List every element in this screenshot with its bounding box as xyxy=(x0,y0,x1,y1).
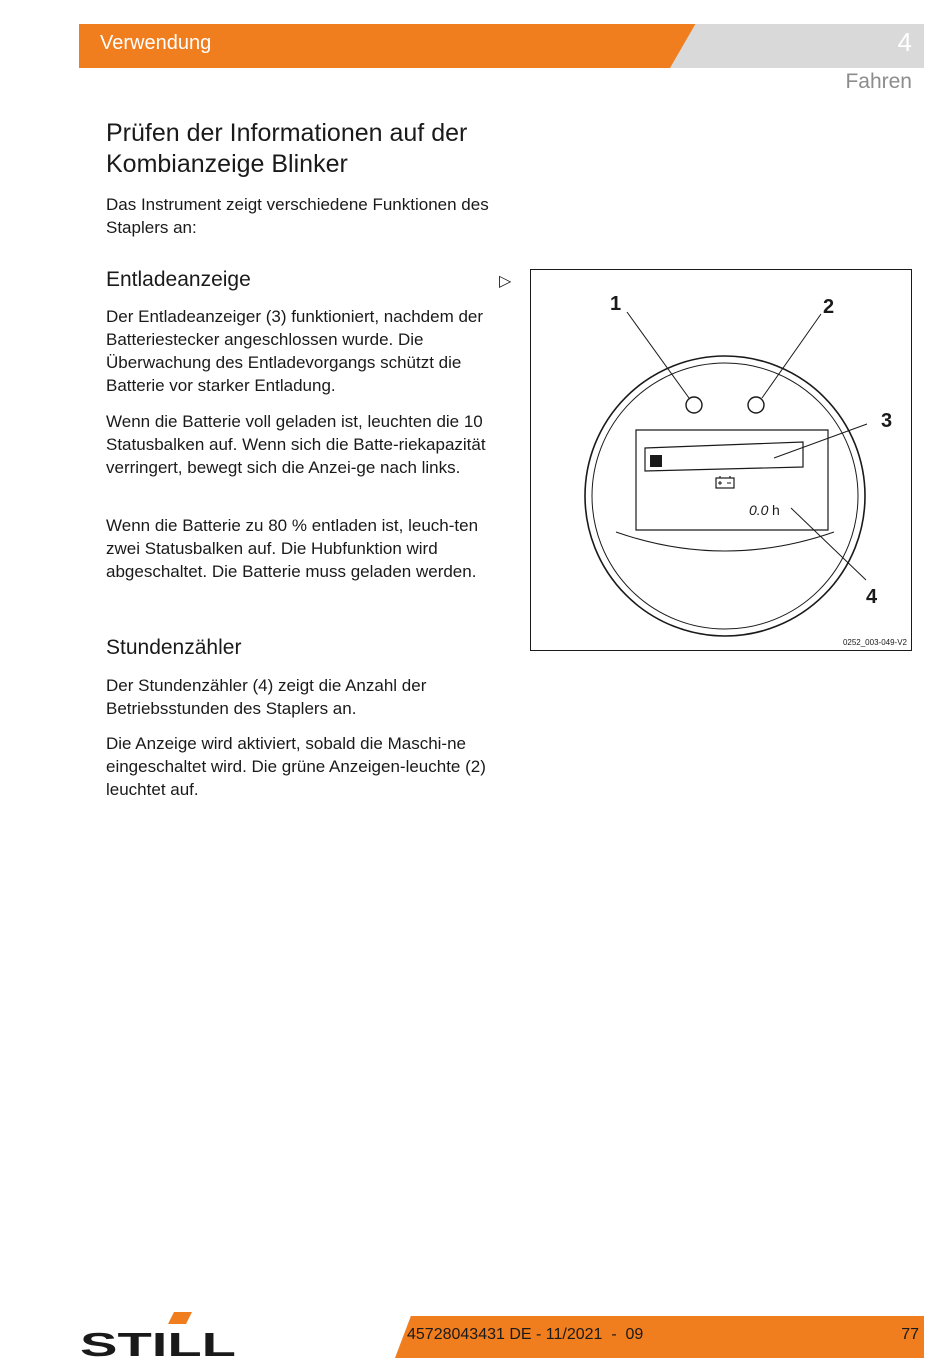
figure-id: 0252_003-049-V2 xyxy=(842,638,907,647)
header-chapter-band xyxy=(670,24,924,68)
hour-counter-value: 0.0 xyxy=(749,502,769,518)
instrument-drawing xyxy=(531,270,913,652)
callout-label-4: 4 xyxy=(866,586,878,608)
chapter-title: Fahren xyxy=(845,70,912,93)
battery-icon xyxy=(716,476,734,488)
section-heading-stundenzaehler: Stundenzähler xyxy=(106,636,242,659)
paragraph: Die Anzeige wird aktiviert, sobald die Maschi-ne eingeschaltet wird. Die grüne Anzeigen-leuchte (2) leuchtet auf. xyxy=(106,734,486,799)
callout-leader-2 xyxy=(762,314,821,398)
instrument-inner-ring xyxy=(592,363,858,629)
green-indicator-lamp xyxy=(748,397,764,413)
callout-label-3: 3 xyxy=(881,410,893,432)
figure-reference-marker-icon: ▷ xyxy=(499,273,512,290)
footer-document-number: 45728043431 DE - 11/2021 - 09 xyxy=(407,1326,644,1343)
instrument-outer-ring xyxy=(585,356,865,636)
paragraph: Wenn die Batterie zu 80 % entladen ist, leuch-ten zwei Statusbalken auf. Die Hubfunktion wird abgeschaltet. Die Batterie muss geladen werden. xyxy=(106,516,479,581)
instrument-figure xyxy=(530,269,912,651)
intro-paragraph: Das Instrument zeigt verschiedene Funktionen des Staplers an: xyxy=(106,195,489,237)
hour-counter-unit: h xyxy=(772,502,780,518)
page-title: Prüfen der Informationen auf der Kombianzeige Blinker xyxy=(106,119,468,178)
still-logo-text: STILL xyxy=(80,1326,236,1358)
paragraph: Wenn die Batterie voll geladen ist, leuchten die 10 Statusbalken auf. Wenn sich die Batte-riekapazität verringert, bewegt sich die Anzei-ge nach links. xyxy=(106,412,486,477)
callout-leader-1 xyxy=(627,312,689,398)
status-bar-segment xyxy=(650,455,662,467)
header-section-title: Verwendung xyxy=(100,32,212,54)
paragraph: Der Stundenzähler (4) zeigt die Anzahl der Betriebsstunden des Staplers an. xyxy=(106,676,427,718)
chapter-number: 4 xyxy=(897,27,912,57)
paragraph: Der Entladeanzeiger (3) funktioniert, nachdem der Batteriestecker angeschlossen wurde. Die Überwachung des Entladevorgangs schützt die Batterie vor starker Entladung. xyxy=(106,307,484,395)
callout-label-1: 1 xyxy=(610,293,622,315)
instrument-lower-segment xyxy=(616,532,834,551)
section-heading-entladeanzeige: Entladeanzeige xyxy=(106,268,251,291)
warning-lamp xyxy=(686,397,702,413)
callout-label-2: 2 xyxy=(823,296,835,318)
still-logo xyxy=(80,1312,236,1358)
page-number: 77 xyxy=(901,1326,919,1343)
